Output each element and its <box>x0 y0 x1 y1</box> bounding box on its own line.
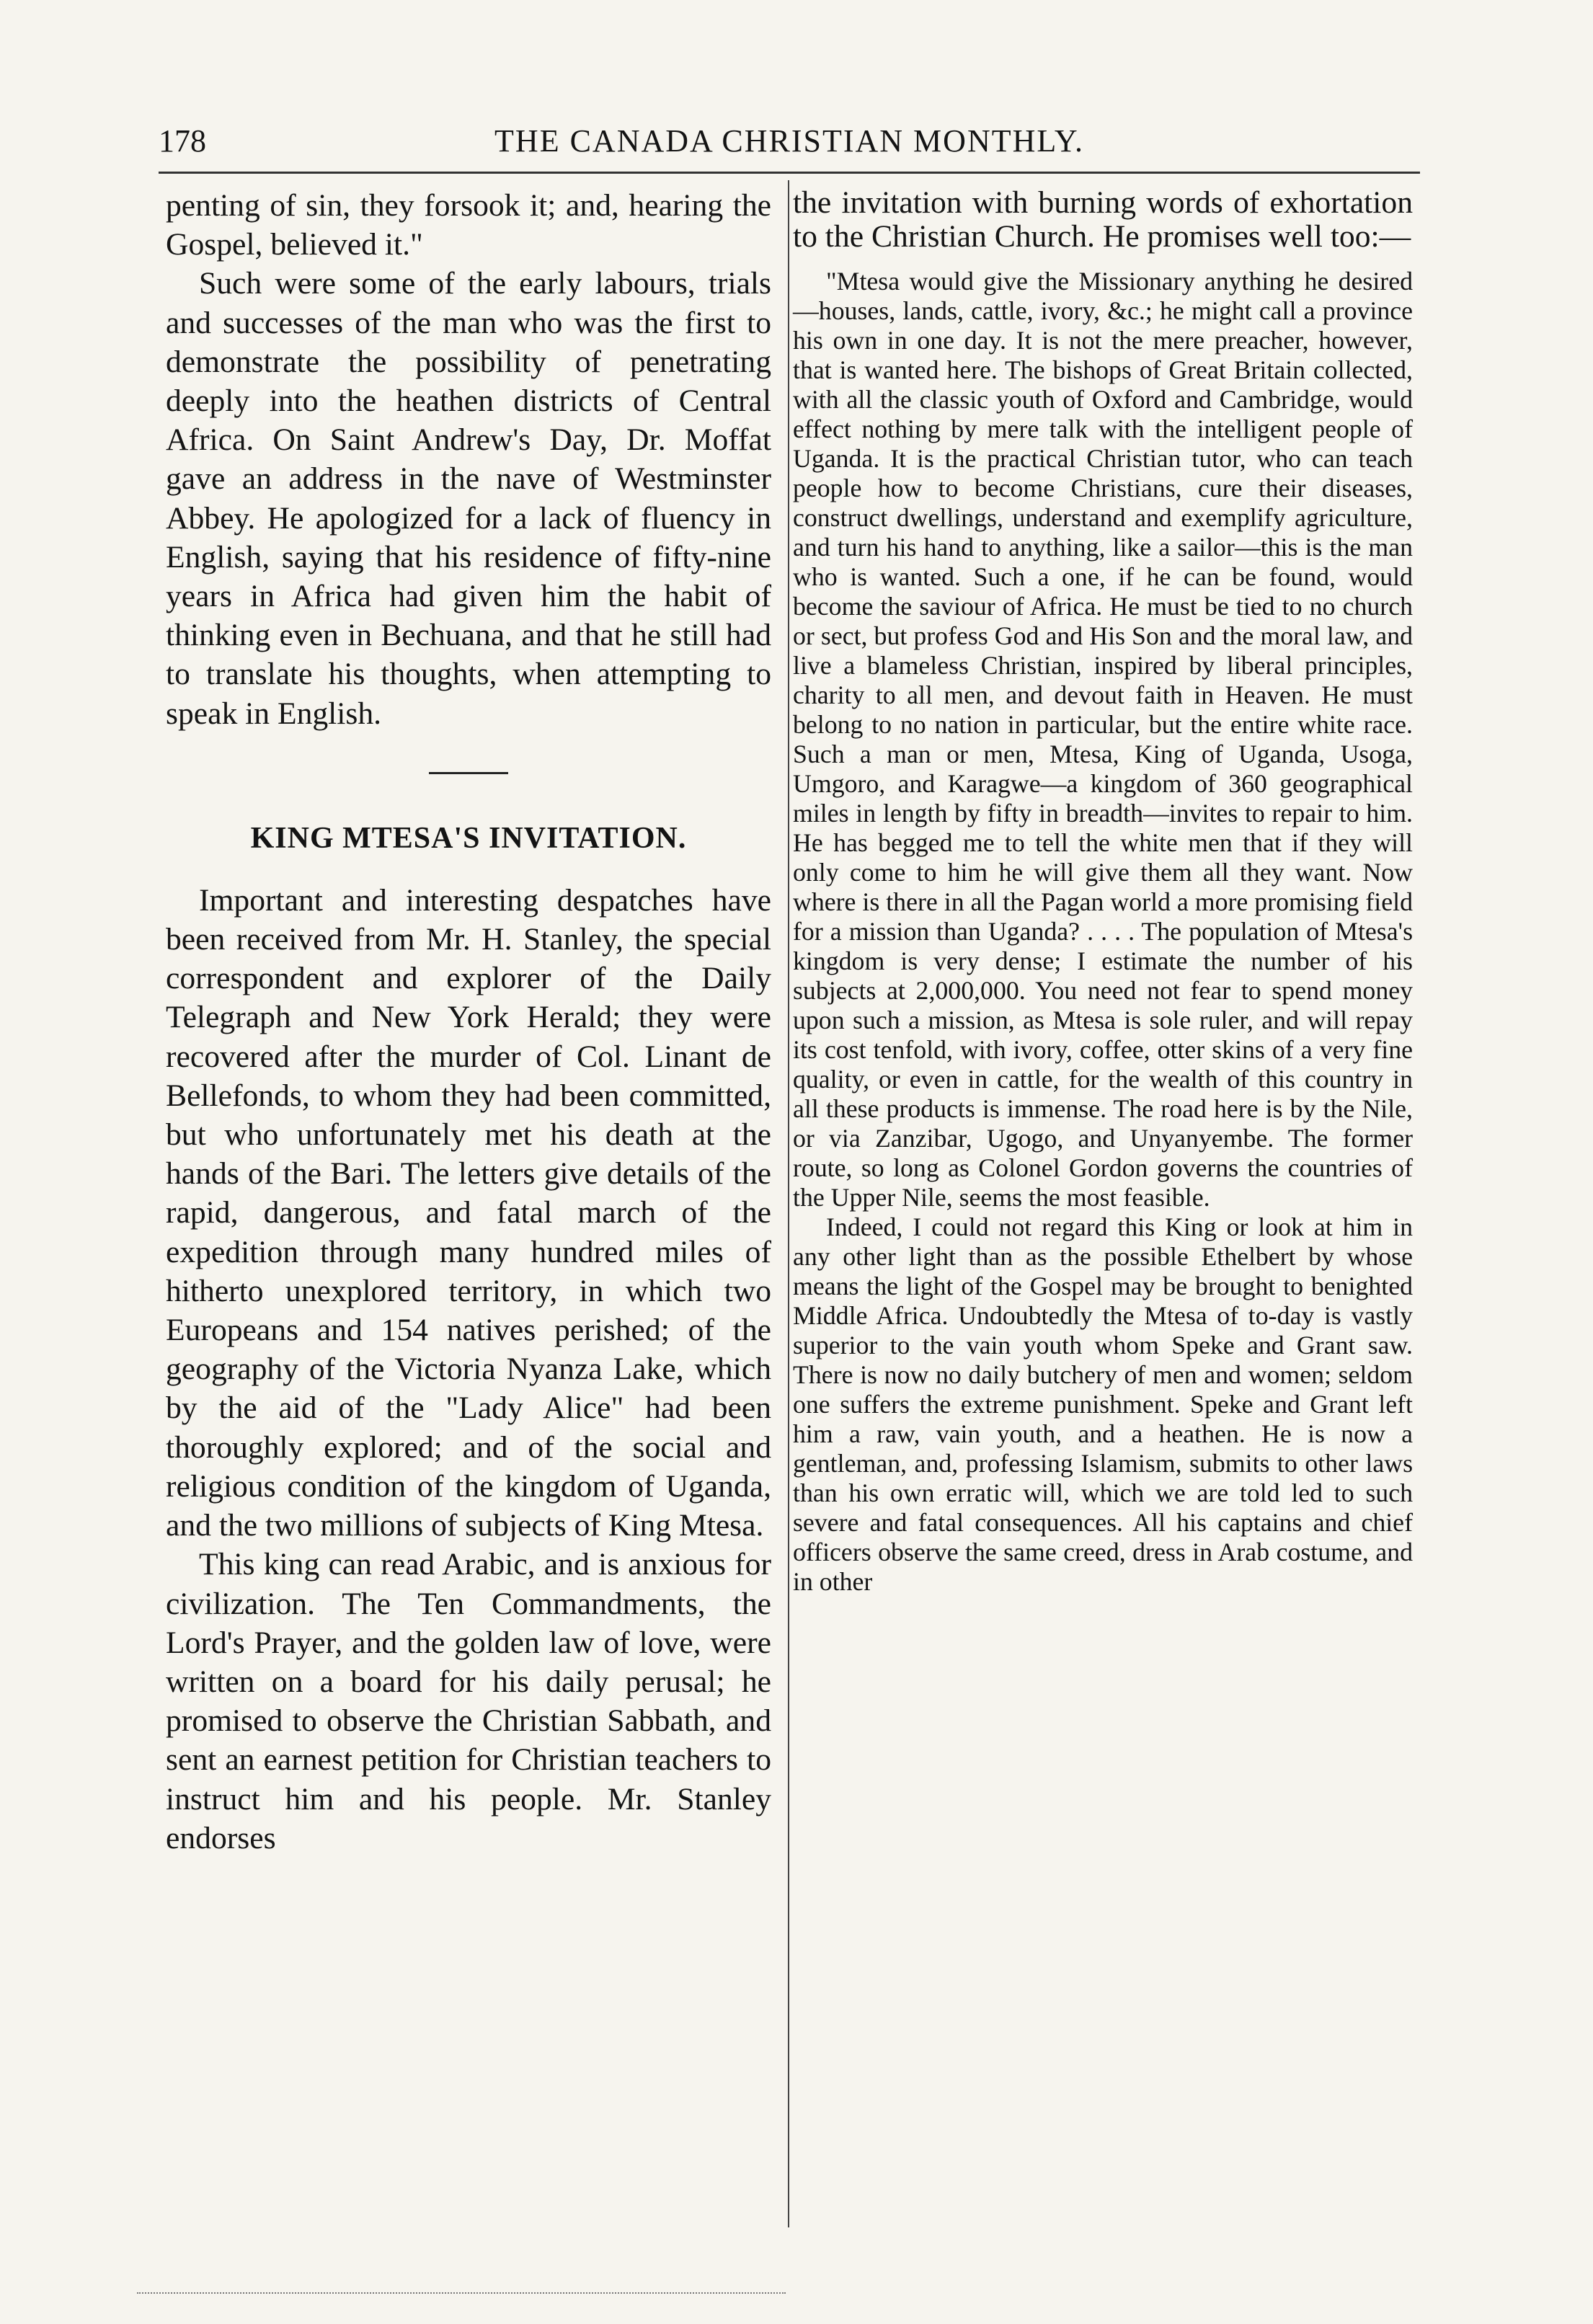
right-column <box>793 186 1413 1597</box>
column-rule <box>788 180 789 2227</box>
section-title: KING MTESA'S INVITATION. <box>250 821 687 855</box>
left-column <box>166 186 771 1858</box>
quote-paragraph-continued: Indeed, I could not regard this King or look at him in any other light than as the possible Ethelbert by whose means the light of the Gospel may be brought to benighted Middle Africa. Undoubtedly the Mtesa of to-day is vastly superior to the vain youth whom Speke and Grant saw. There is now no daily butchery of men and women; seldom one suffers the extreme punishment. Speke and Grant left him a raw, vain youth, and a heathen. He is now a gentleman, and, professing Islamism, submits to other laws than his own erratic will, which we are told led to such severe and fatal consequences. All his captains and chief officers observe the same creed, dress in Arab costume, and in other <box>793 1212 1413 1596</box>
running-title: THE CANADA CHRISTIAN MONTHLY. <box>494 123 1084 159</box>
moffat-paragraph: Such were some of the early labours, trials and successes of the man who was the first to demonstrate the possibility of penetrating deeply into the heathen districts of Central Africa. On Saint Andrew's Day, Dr. Moffat gave an address in the nave of Westminster Abbey. He apologized for a lack of fluency in English, saying that his residence of fifty-nine years in Africa had given him the habit of thinking even in Bechuana, and that he still had to translate his thoughts, when attempting to speak in English. <box>166 266 771 731</box>
section-divider <box>429 772 508 774</box>
quote-paragraph: "Mtesa would give the Missionary anything he desired—houses, lands, cattle, ivory, &c.; he might call a province his own in one day. It is not the mere preacher, however, that is wanted here. The bishops of Great Britain collected, with all the classic youth of Oxford and Cambridge, would effect nothing by mere talk with the intelligent people of Uganda. It is the practical Christian tutor, who can teach people how to become Christians, cure their diseases, construct dwellings, understand and exemplify agriculture, and turn his hand to anything, like a sailor—this is the man who is wanted. Such a one, if he can be found, would become the saviour of Africa. He must be tied to no church or sect, but profess God and His Son and the moral law, and live a blameless Christian, inspired by liberal principles, charity to all men, and devout faith in Heaven. He must belong to no nation in particular, but the entire white race. Such a man or men, Mtesa, King of Uganda, Usoga, Umgoro, and Karagwe—a kingdom of 360 geographical miles in length by fifty in breadth—invites to repair to him. He has begged me to tell the white men that if they will only come to him he will give them all they want. Now where is there in all the Pagan world a more promising field for a mission than Uganda? . . . . The population of Mtesa's kingdom is very dense; I estimate the number of his subjects at 2,000,000. You need not fear to spend money upon such a mission, as Mtesa is sole ruler, and will repay its cost tenfold, with ivory, coffee, otter skins of a very fine quality, or even in cattle, for the wealth of this country in all these products is immense. The road here is by the Nile, or via Zanzibar, Ugogo, and Unyanyembe. The former route, so long as Colonel Gordon governs the countries of the Upper Nile, seems the most feasible. <box>793 267 1413 1212</box>
continuation-paragraph: penting of sin, they forsook it; and, hearing the Gospel, believed it." <box>166 188 771 262</box>
despatches-paragraph: Important and interesting despatches have been received from Mr. H. Stanley, the special correspondent and explorer of the Daily Telegraph and New York Herald; they were recovered after the murder of Col. Linant de Bellefonds, to whom they had been committed, but who unfortunately met his death at the hands of the Bari. The letters give details of the rapid, dangerous, and fatal march of the expedition through many hundred miles of hitherto unexplored territory, in which two Europeans and 154 natives perished; of the geography of the Victoria Nyanza Lake, which by the aid of the "Lady Alice" had been thoroughly explored; and of the social and religious condition of the kingdom of Uganda, and the two millions of subjects of King Mtesa. <box>166 882 771 1543</box>
page-header <box>159 123 1420 173</box>
header-rule <box>159 172 1420 174</box>
page-number: 178 <box>159 123 206 159</box>
endorses-paragraph: the invitation with burning words of exhortation to the Christian Church. He promises well too:— <box>793 185 1413 254</box>
print-smear <box>137 2292 786 2294</box>
arabic-paragraph: This king can read Arabic, and is anxious for civilization. The Ten Commandments, the Lord's Prayer, and the golden law of love, were written on a board for his daily perusal; he promised to observe the Christian Sabbath, and sent an earnest petition for Christian teachers to instruct him and his people. Mr. Stanley endorses <box>166 1547 771 1855</box>
